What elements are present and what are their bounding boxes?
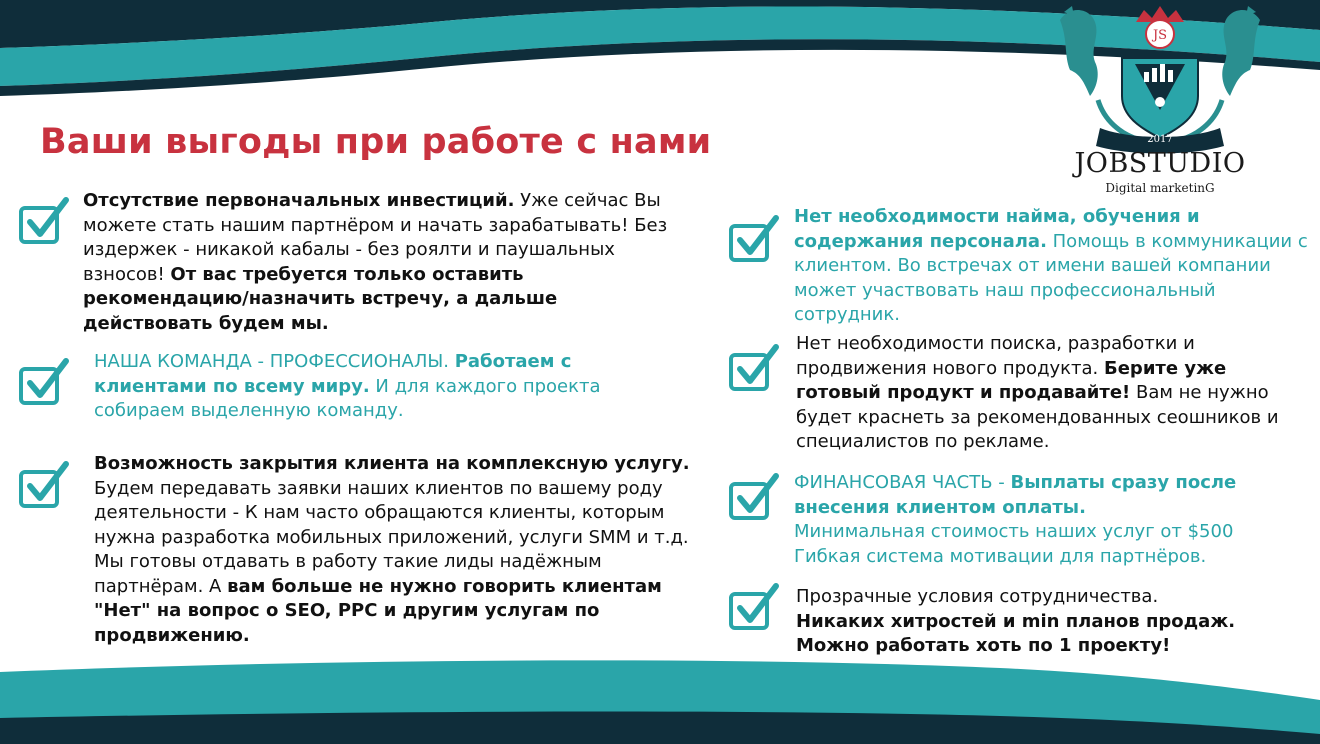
benefit-regular: ФИНАНСОВАЯ ЧАСТЬ -: [794, 472, 1011, 493]
benefit-bold: Никаких хитростей и min планов продаж.: [796, 610, 1236, 632]
benefit-text: [794, 205, 1314, 328]
check-icon: [728, 343, 782, 393]
check-icon: [18, 460, 72, 510]
logo-year: 2017: [1147, 134, 1173, 145]
benefit-text: [794, 471, 1314, 569]
benefit-bold-2: Можно работать хоть по 1 проекту!: [796, 635, 1171, 656]
check-icon: [728, 472, 782, 522]
benefit-text: [796, 585, 1296, 659]
horse-left-icon: [1060, 6, 1098, 96]
benefit-regular-2: И для каждого проекта собираем выделенную команду.: [94, 375, 601, 421]
benefit-regular: НАША КОМАНДА - ПРОФЕССИОНАЛЫ.: [94, 351, 455, 372]
crown-icon: [1136, 6, 1184, 48]
svg-text:JS: JS: [1152, 28, 1168, 43]
benefit-text: [83, 189, 683, 336]
check-icon: [18, 196, 72, 246]
benefit-regular: Помощь в коммуникации с клиентом. Во встречах от имени вашей компании может участвовать наш профессиональный сотрудник.: [794, 230, 1308, 325]
benefit-bold: Берите уже готовый продукт и продавайте!: [796, 357, 1227, 403]
benefit-text: [94, 350, 674, 424]
benefit-line-2: Минимальная стоимость наших услуг от $500: [794, 521, 1234, 542]
benefit-line-3: Гибкая система мотивации для партнёров.: [794, 545, 1207, 567]
benefit-bold: Возможность закрытия клиента на комплексную услугу.: [94, 453, 690, 474]
benefit-regular: Прозрачные условия сотрудничества.: [796, 586, 1159, 607]
benefit-text: [796, 332, 1296, 455]
benefit-bold: Нет необходимости найма, обучения и содержания персонала.: [794, 206, 1200, 252]
benefit-bold-2: вам больше не нужно говорить клиентам "Нет" на вопрос о SEO, PPC и другим услугам по продвижению.: [94, 575, 662, 646]
check-icon: [18, 357, 72, 407]
benefit-regular: Будем передавать заявки наших клиентов по вашему роду деятельности - К нам часто обращаются клиенты, которым нужна разработка мобильных приложений, услуги SMM и т.д. Мы готовы отдавать в работу такие лиды надёжным партнёрам. А: [94, 477, 689, 597]
page-title: Ваши выгоды при работе с нами: [40, 122, 712, 162]
check-icon: [728, 582, 782, 632]
shield-icon: [1122, 58, 1198, 138]
benefit-bold: Выплаты сразу после внесения клиентом оплаты.: [794, 472, 1237, 518]
horse-right-icon: [1222, 6, 1260, 96]
benefit-bold-2: От вас требуется только оставить рекомендацию/назначить встречу, а дальше действовать будем мы.: [83, 263, 558, 334]
benefit-text: [94, 452, 700, 648]
benefit-regular-2: Вам не нужно будет краснеть за рекомендованных сеошников и специалистов по рекламе.: [796, 382, 1279, 452]
benefit-bold: Работаем с клиентами по всему миру.: [94, 351, 572, 397]
logo-tagline: Digital marketinG: [1105, 181, 1215, 195]
check-icon: [728, 214, 782, 264]
benefit-regular: Уже сейчас Вы можете стать нашим партнёром и начать зарабатывать! Без издержек - никакой кабалы - без роялти и паушальных взносов!: [83, 190, 668, 285]
benefit-bold: Отсутствие первоначальных инвестиций.: [83, 190, 515, 211]
benefit-regular: Нет необходимости поиска, разработки и продвижения нового продукта.: [796, 333, 1195, 379]
logo-name: JOBSTUDIO: [1074, 148, 1246, 179]
